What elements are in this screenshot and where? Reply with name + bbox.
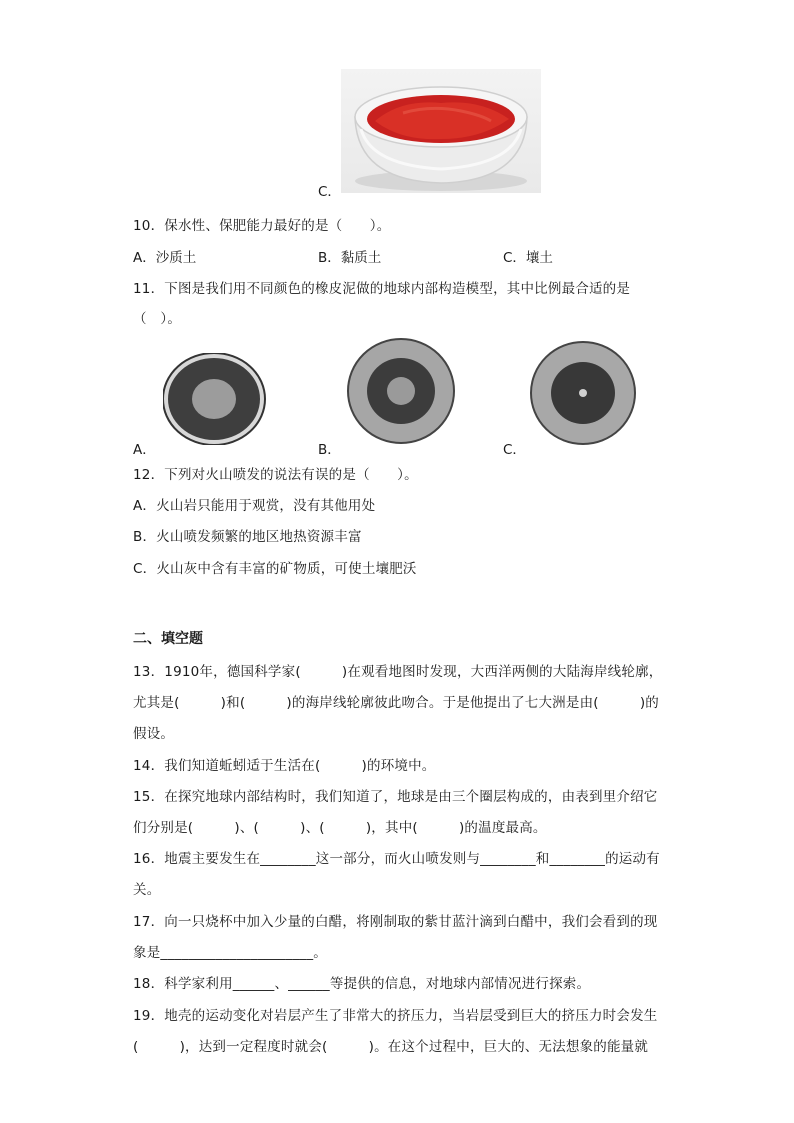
q11-option-a: A． (133, 442, 156, 458)
q18-line1: 18．科学家利用______、______等提供的信息，对地球内部情况进行探索。 (133, 976, 591, 992)
earth-model-c-image (530, 341, 636, 445)
q11-stem-line1: 11．下图是我们用不同颜色的橡皮泥做的地球内部构造模型，其中比例最合适的是 (133, 281, 631, 297)
q13-line1: 13．1910年，德国科学家( )在观看地图时发现，大西洋两侧的大陆海岸线轮廓， (133, 664, 663, 680)
q17-line1: 17．向一只烧杯中加入少量的白醋，将刚制取的紫甘蓝汁滴到白醋中，我们会看到的现 (133, 914, 658, 930)
q12-stem: 12．下列对火山喷发的说法有误的是（ ）。 (133, 467, 418, 483)
q17-line2: 象是______________________。 (133, 945, 327, 961)
q10-option-c: C．壤土 (503, 250, 553, 266)
q15-line2: 们分别是( )、( )、( )，其中( )的温度最高。 (133, 820, 547, 836)
q13-line3: 假设。 (133, 726, 175, 742)
q11-option-b: B． (318, 442, 341, 458)
q12-option-a: A．火山岩只能用于观赏，没有其他用处 (133, 498, 376, 514)
q14-line1: 14．我们知道蚯蚓适于生活在( )的环境中。 (133, 758, 436, 774)
q11-stem-line2: （ ）。 (133, 311, 182, 327)
q19-line1: 19．地壳的运动变化对岩层产生了非常大的挤压力，当岩层受到巨大的挤压力时会发生 (133, 1008, 658, 1024)
ketchup-bowl-image (341, 69, 541, 193)
q10-option-a: A．沙质土 (133, 250, 197, 266)
q15-line1: 15．在探究地球内部结构时，我们知道了，地球是由三个圈层构成的，由表到里介绍它 (133, 789, 658, 805)
q9-option-c-label: C． (318, 184, 341, 200)
earth-model-a-image (163, 353, 267, 445)
q12-option-c: C．火山灰中含有丰富的矿物质，可使土壤肥沃 (133, 561, 417, 577)
q12-option-b: B．火山喷发频繁的地区地热资源丰富 (133, 529, 362, 545)
q19-line2: ( )，达到一定程度时就会( )。在这个过程中，巨大的、无法想象的能量就 (133, 1039, 649, 1055)
q10-option-b: B．黏质土 (318, 250, 382, 266)
q16-line2: 关。 (133, 882, 161, 898)
q16-line1: 16．地震主要发生在________这一部分，而火山喷发则与________和________的运动有 (133, 851, 660, 867)
q10-stem: 10．保水性、保肥能力最好的是（ ）。 (133, 218, 391, 234)
q11-option-c: C． (503, 442, 526, 458)
earth-model-b-image (347, 338, 455, 444)
q13-line2: 尤其是( )和( )的海岸线轮廓彼此吻合。于是他提出了七大洲是由( )的 (133, 695, 659, 711)
section-title: 二、填空题 (133, 631, 203, 647)
